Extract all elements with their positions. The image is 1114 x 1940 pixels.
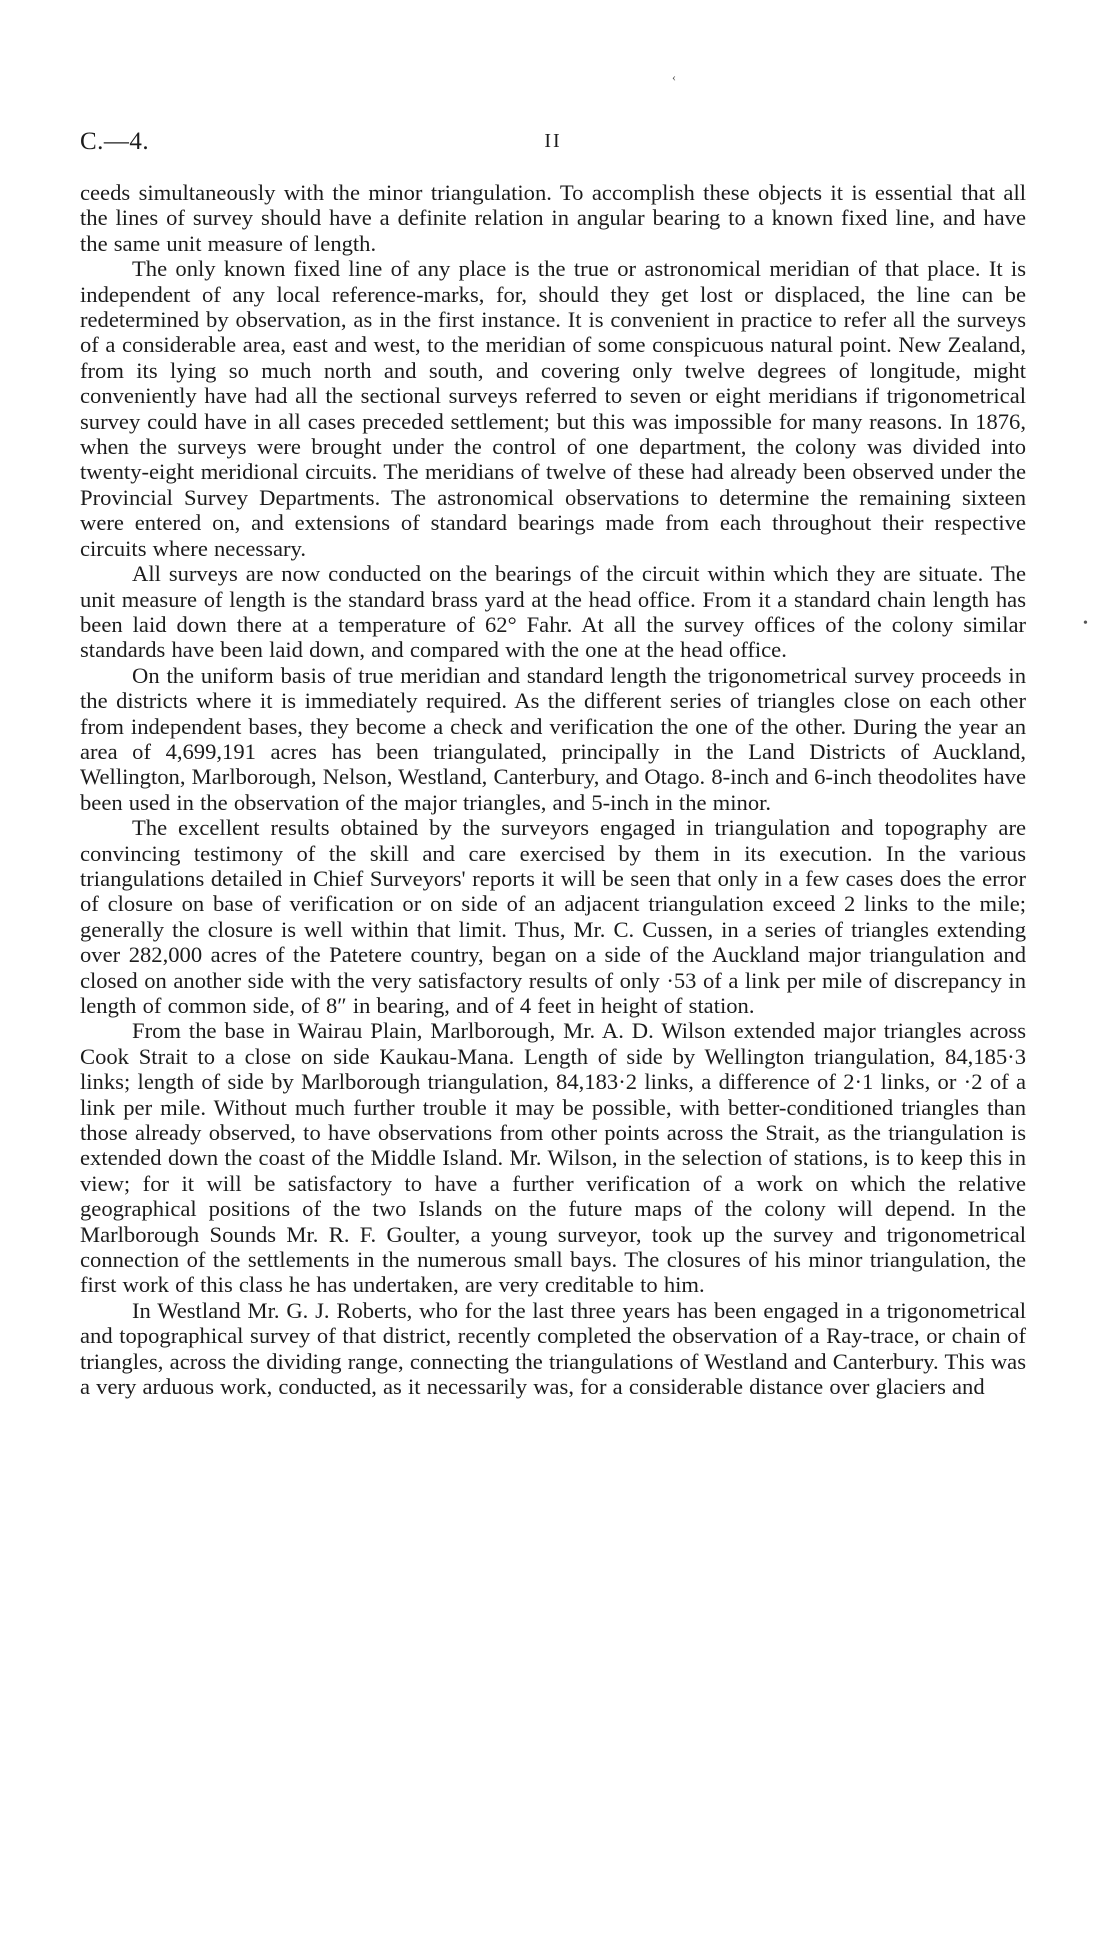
document-reference: C.—4. — [80, 128, 150, 155]
page-number: II — [544, 130, 562, 152]
page-header — [80, 128, 1026, 168]
paragraph-triangulation-area: On the uniform basis of true meridian and standard length the trigonometrical survey proceeds in the districts where it is immediately required. As the different series of triangles close on each other from independent bases, they become a check and verification the one of the other. During the year an area of 4,699,191 acres has been triangulated, principally in the Land Districts of Auckland, Wellington, Marlborough, Nelson, Westland, Canterbury, and Otago. 8-inch and 6-inch theodolites have been used in the observation of the major triangles, and 5-inch in the minor. — [80, 662, 1026, 815]
stray-mark-right: • — [1083, 616, 1088, 631]
paragraph-meridian: The only known fixed line of any place is the true or astronomical meridian of that place. It is independent of any local reference-marks, for, should they get lost or displaced, the line can be redetermined by observation, as in the first instance. It is convenient in practice to refer all the surveys of a considerable area, east and west, to the meridian of some conspicuous natural point. New Zealand, from its lying so much north and south, and covering only twelve degrees of longitude, might conveniently have had all the sectional surveys referred to seven or eight meridians if trigonometrical survey could have in all cases preceded settlement; but this was impossible for many reasons. In 1876, when the surveys were brought under the control of one department, the colony was divided into twenty-eight meridional circuits. The meridians of twelve of these had already been observed under the Provincial Survey Departments. The astronomical observations to determine the remaining sixteen were entered on, and extensions of standard bearings made from each throughout their respective circuits where necessary. — [80, 256, 1026, 561]
paragraph-westland: In Westland Mr. G. J. Roberts, who for the last three years has been engaged in a trigonometrical and topographical survey of that district, recently completed the observation of a Ray-trace, or chain of triangles, across the dividing range, connecting the triangulations of Westland and Canterbury. This was a very arduous work, conducted, as it necessarily was, for a considerable distance over glaciers and — [80, 1297, 1026, 1400]
stray-mark-top: ‹ — [672, 70, 676, 84]
paragraph-continuation: ceeds simultaneously with the minor triangulation. To accomplish these objects it is essential that all the lines of survey should have a definite relation in angular bearing to a known fixed line, and have the same unit measure of length. — [80, 180, 1026, 256]
body-text — [80, 180, 1026, 1400]
paragraph-results: The excellent results obtained by the surveyors engaged in triangulation and topography are convincing testimony of the skill and care exercised by them in its execution. In the various triangulations detailed in Chief Surveyors' reports it will be seen that only in a few cases does the error of closure on base of verification or on side of an adjacent triangulation exceed 2 links to the mile; generally the closure is well within that limit. Thus, Mr. C. Cussen, in a series of triangles extending over 282,000 acres of the Patetere country, began on a side of the Auckland major triangulation and closed on another side with the very satisfactory results of only ·53 of a link per mile of discrepancy in length of common side, of 8″ in bearing, and of 4 feet in height of station. — [80, 815, 1026, 1018]
paragraph-cook-strait: From the base in Wairau Plain, Marlborough, Mr. A. D. Wilson extended major triangles across Cook Strait to a close on side Kaukau-Mana. Length of side by Wellington triangulation, 84,185·3 links; length of side by Marlborough triangulation, 84,183·2 links, a difference of 2·1 links, or ·2 of a link per mile. Without much further trouble it may be possible, with better-conditioned triangles than those already observed, to have observations from other points across the Strait, as the triangulation is extended down the coast of the Middle Island. Mr. Wilson, in the selection of stations, is to keep this in view; for it will be satisfactory to have a further verification of a work on which the relative geographical positions of the two Islands on the future maps of the colony will depend. In the Marlborough Sounds Mr. R. F. Goulter, a young surveyor, took up the survey and trigonometrical connection of the settlements in the numerous small bays. The closures of his minor triangulation, the first work of this class he has undertaken, are very creditable to him. — [80, 1018, 1026, 1298]
paragraph-standards: All surveys are now conducted on the bearings of the circuit within which they are situate. The unit measure of length is the standard brass yard at the head office. From it a standard chain length has been laid down there at a temperature of 62° Fahr. At all the survey offices of the colony similar standards have been laid down, and compared with the one at the head office. — [80, 561, 1026, 663]
